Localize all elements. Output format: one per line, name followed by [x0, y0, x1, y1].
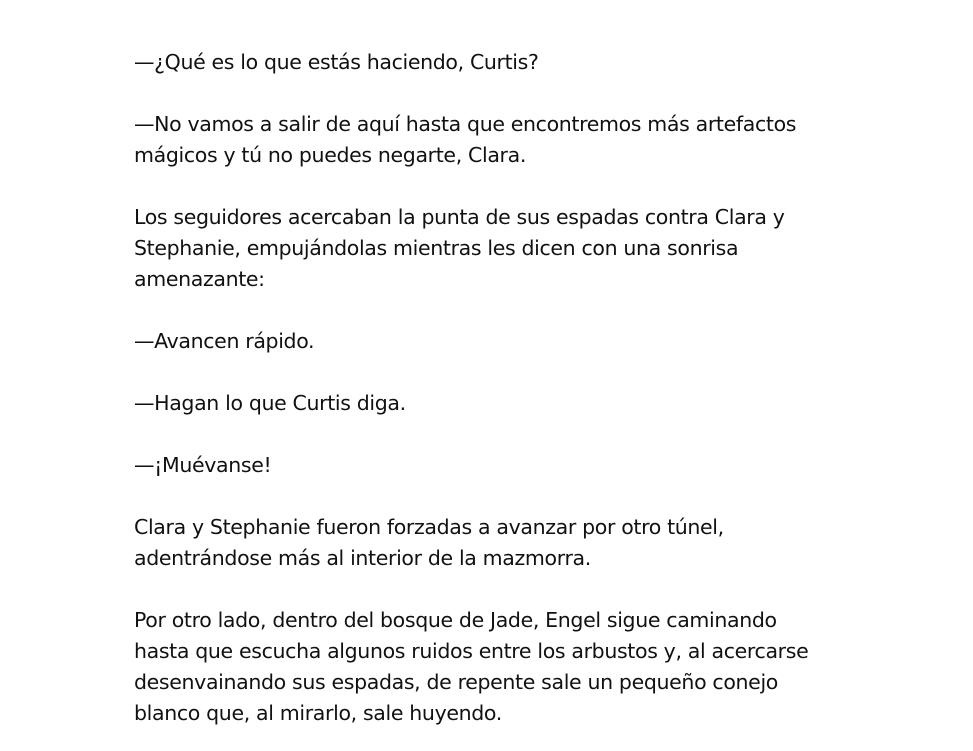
paragraph: [134, 450, 854, 481]
text-line: —¿Qué es lo que estás haciendo, Curtis?: [134, 50, 539, 74]
paragraph: [134, 605, 854, 729]
text-line: amenazante:: [134, 267, 265, 291]
text-line: —Hagan lo que Curtis diga.: [134, 391, 406, 415]
paragraph: [134, 47, 854, 78]
text-line: adentrándose más al interior de la mazmorra.: [134, 546, 591, 570]
document-body: [134, 47, 854, 729]
paragraph: [134, 388, 854, 419]
paragraph: [134, 512, 854, 574]
text-line: desenvainando sus espadas, de repente sale un pequeño conejo: [134, 670, 778, 694]
text-line: hasta que escucha algunos ruidos entre los arbustos y, al acercarse: [134, 639, 809, 663]
text-line: blanco que, al mirarlo, sale huyendo.: [134, 701, 502, 725]
text-line: —¡Muévanse!: [134, 453, 272, 477]
text-line: —Avancen rápido.: [134, 329, 315, 353]
text-line: Los seguidores acercaban la punta de sus espadas contra Clara y: [134, 205, 785, 229]
text-line: Clara y Stephanie fueron forzadas a avanzar por otro túnel,: [134, 515, 724, 539]
paragraph: [134, 202, 854, 295]
paragraph: [134, 326, 854, 357]
text-line: —No vamos a salir de aquí hasta que encontremos más artefactos: [134, 112, 797, 136]
text-line: Stephanie, empujándolas mientras les dicen con una sonrisa: [134, 236, 739, 260]
text-line: mágicos y tú no puedes negarte, Clara.: [134, 143, 527, 167]
paragraph: [134, 109, 854, 171]
text-line: Por otro lado, dentro del bosque de Jade, Engel sigue caminando: [134, 608, 777, 632]
